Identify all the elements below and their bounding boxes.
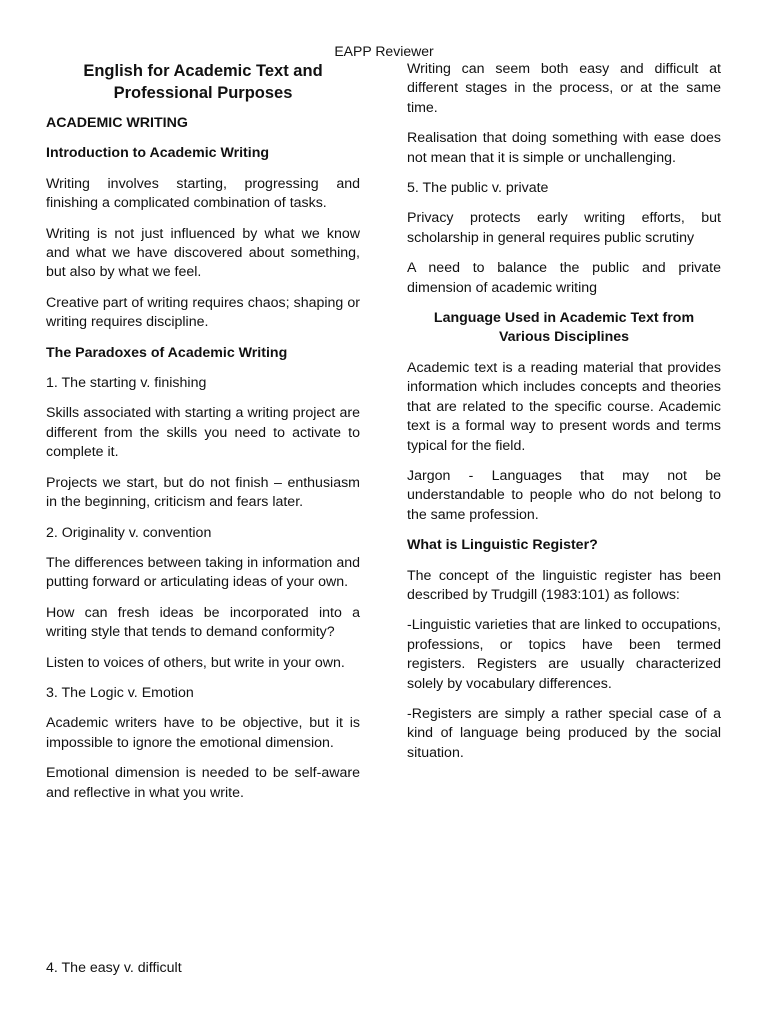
paradox-5-paragraph: Privacy protects early writing efforts, but scholarship in general requires public scrutiny: [407, 210, 721, 246]
paradox-1-paragraph: Projects we start, but do not finish – enthusiasm in the beginning, criticism and fears later.: [46, 474, 360, 511]
paradoxes-heading: The Paradoxes of Academic Writing: [46, 344, 288, 361]
left-column: [46, 60, 360, 814]
register-paragraph: -Linguistic varieties that are linked to occupations, professions, or topics have been termed registers. Registers are usually characterized solely by vocabulary differences.: [407, 617, 721, 692]
paradox-5-title: 5. The public v. private: [407, 180, 549, 197]
paradox-2-paragraph: How can fresh ideas be incorporated into a writing style that tends to demand conformity?: [46, 604, 360, 641]
document-title: English for Academic Text and Professional Purposes: [83, 62, 323, 102]
register-heading: What is Linguistic Register?: [407, 537, 598, 554]
register-paragraph: -Registers are simply a rather special case of a kind of language being produced by the social situation.: [407, 705, 721, 761]
language-paragraph: Jargon - Languages that may not be understandable to people who do not belong to the same profession.: [407, 467, 721, 523]
paradox-3-title: 3. The Logic v. Emotion: [46, 684, 194, 701]
right-column: [407, 60, 721, 774]
language-heading: Language Used in Academic Text from Various Disciplines: [433, 310, 695, 346]
intro-heading: Introduction to Academic Writing: [46, 145, 270, 162]
intro-paragraph: Creative part of writing requires chaos; shaping or writing requires discipline.: [46, 294, 360, 331]
paradox-4-title: 4. The easy v. difficult: [46, 960, 182, 976]
paradox-2-paragraph: Listen to voices of others, but write in your own.: [46, 654, 345, 671]
paradox-5-paragraph: A need to balance the public and private dimension of academic writing: [407, 260, 721, 296]
paradox-1-title: 1. The starting v. finishing: [46, 375, 207, 392]
intro-paragraph: Writing involves starting, progressing and finishing a complicated combination of tasks.: [46, 175, 360, 212]
language-paragraph: Academic text is a reading material that provides information which includes concepts and theories that are related to the specific course. Academic text is a formal way to present words and terms typical for the field.: [407, 359, 721, 454]
paradox-2-title: 2. Originality v. convention: [46, 524, 212, 541]
register-paragraph: The concept of the linguistic register has been described by Trudgill (1983:101) as follows:: [407, 567, 721, 603]
running-header: EAPP Reviewer: [334, 43, 434, 59]
paradox-3-paragraph: Emotional dimension is needed to be self-aware and reflective in what you write.: [46, 765, 360, 801]
section-heading-academic-writing: ACADEMIC WRITING: [46, 115, 188, 131]
paradox-1-paragraph: Skills associated with starting a writing project are different from the skills you need to activate to complete it.: [46, 405, 360, 461]
paradox-3-paragraph: Academic writers have to be objective, but it is impossible to ignore the emotional dimension.: [46, 715, 360, 751]
paradox-2-paragraph: The differences between taking in information and putting forward or articulating ideas of your own.: [46, 554, 360, 591]
intro-paragraph: Writing is not just influenced by what we know and what we have discovered about something, but also by what we feel.: [46, 225, 360, 281]
paradox-4-paragraph: Writing can seem both easy and difficult at different stages in the process, or at the same time.: [407, 61, 721, 116]
paradox-4-paragraph: Realisation that doing something with ease does not mean that it is simple or unchallenging.: [407, 130, 721, 166]
